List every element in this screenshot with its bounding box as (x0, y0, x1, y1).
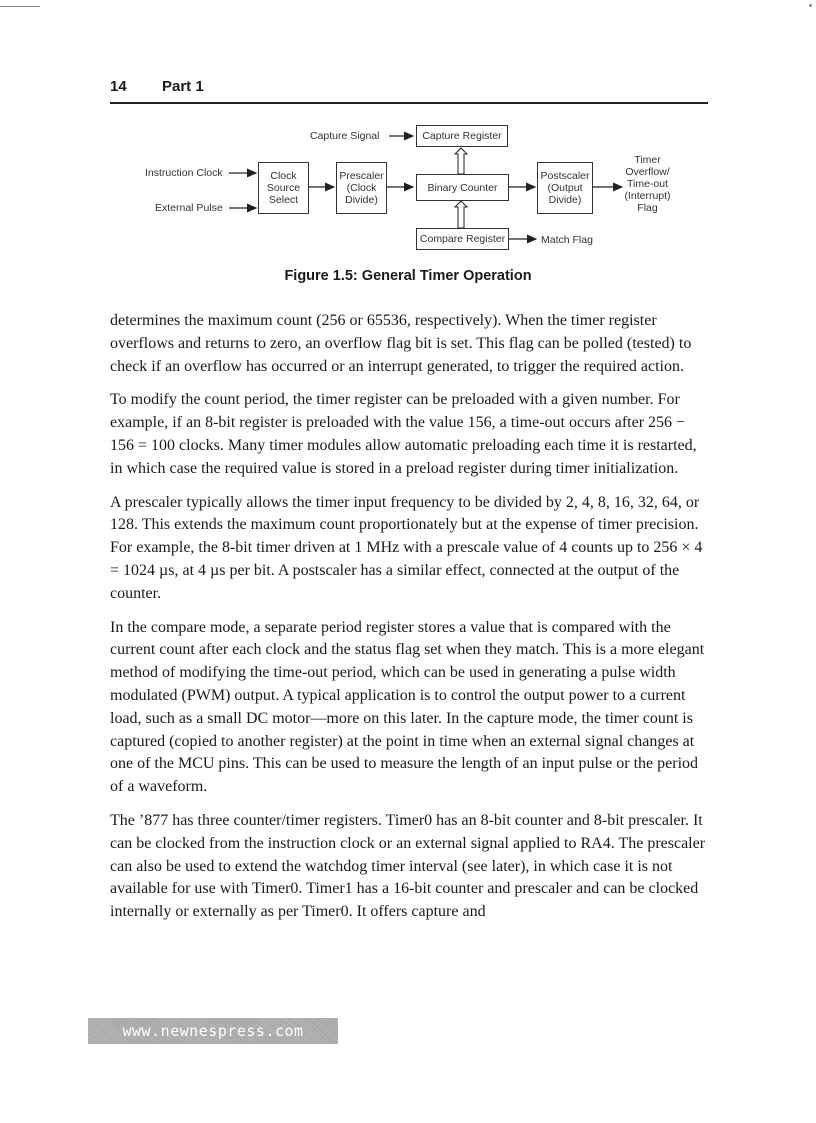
part-label: Part 1 (162, 78, 204, 95)
capture-signal-label: Capture Signal (310, 130, 380, 142)
body-text (110, 310, 708, 935)
corner-dot (809, 4, 812, 7)
postscaler-box: Postscaler (Output Divide) (537, 162, 593, 214)
paragraph-5: The ’877 has three counter/timer registers. Timer0 has an 8-bit counter and 8-bit prescaler. It can be clocked from the instruction clock or an external signal applied to RA4. The prescaler can also be used to extend the watchdog timer interval (see later), in which case it is not available for use with Timer0. Timer1 has a 16-bit counter and prescaler and can be clocked internally or externally as per Timer0. It offers capture and (110, 811, 706, 921)
match-flag-label: Match Flag (541, 234, 593, 246)
clock-source-select-box: Clock Source Select (258, 162, 309, 214)
timer-overflow-label: Timer Overflow/ Time-out (Interrupt) Flag (624, 154, 671, 214)
diagram-connectors (140, 122, 680, 257)
paragraph-4: In the compare mode, a separate period register stores a value that is compared with the current count after each clock and the status flag set when they match. This is a more elegant method of modifying the time-out period, which can be used in generating a pulse width modulated (PWM) output. A typical application is to control the output power to a current load, such as a small DC motor—more on this later. In the capture mode, the timer count is captured (copied to another register) at the point in time when an external signal changes at one of the MCU pins. This can be used to measure the length of an input pulse or the period of a waveform. (110, 618, 705, 796)
compare-hollow-arrow (455, 201, 467, 228)
compare-register-box: Compare Register (416, 228, 509, 250)
paragraph-2: To modify the count period, the timer register can be preloaded with a given number. For example, if an 8-bit register is preloaded with the value 156, a time-out occurs after 256 − 156 = 100 clocks. Many timer modules allow automatic preloading each time it is restarted, in which case the required value is stored in a preload register during timer initialization. (110, 391, 697, 477)
footer-website: www.newnespress.com (88, 1018, 338, 1044)
timer-diagram (140, 122, 680, 257)
paragraph-1: determines the maximum count (256 or 65536, respectively). When the timer register overflows and returns to zero, an overflow flag bit is set. This flag can be polled (tested) to check if an overflow has occurred or an interrupt generated, to trigger the required action. (110, 312, 692, 375)
page-header (110, 76, 708, 104)
external-pulse-label: External Pulse (155, 202, 223, 214)
binary-counter-box: Binary Counter (416, 174, 509, 201)
corner-rule (0, 6, 40, 7)
instruction-clock-label: Instruction Clock (145, 167, 223, 179)
figure-caption: Figure 1.5: General Timer Operation (284, 268, 532, 284)
prescaler-box: Prescaler (Clock Divide) (336, 162, 387, 214)
paragraph-3: A prescaler typically allows the timer input frequency to be divided by 2, 4, 8, 16, 32, 64, or 128. This extends the maximum count proportionately but at the expense of timer precision. For example, the 8-bit timer driven at 1 MHz with a prescale value of 4 counts up to 256 × 4 = 1024 µs, at 4 µs per bit. A postscaler has a similar effect, connected at the output of the counter. (110, 493, 703, 602)
capture-register-box: Capture Register (416, 125, 508, 147)
capture-hollow-arrow (455, 148, 467, 174)
page-number: 14 (110, 78, 127, 95)
